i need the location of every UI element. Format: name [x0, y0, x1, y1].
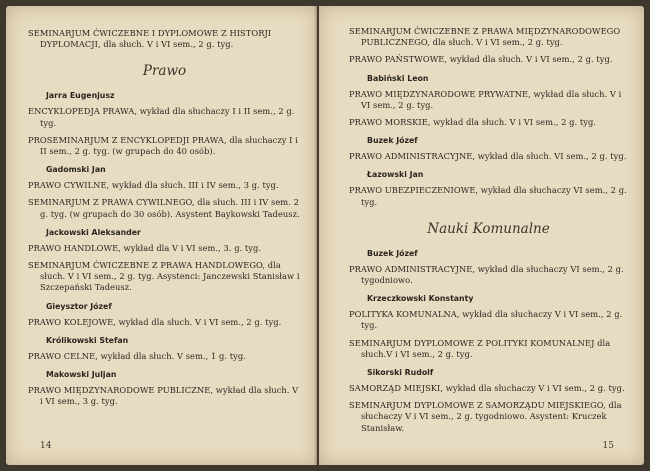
- course-entry: SEMINARJUM DYPLOMOWE Z SAMORZĄDU MIEJSKIEGO, dla słuchaczy V i VI sem., 2 g. tygodniowo. Asystent: Kruczek Stanisław.: [349, 400, 622, 433]
- left-page: [6, 6, 317, 465]
- lecturer-name: Babiński Leon: [367, 73, 429, 83]
- course-entry: POLITYKA KOMUNALNA, wykład dla słuchaczy V i VI sem., 2 g. tyg.: [349, 309, 623, 331]
- page-number: 15: [602, 441, 614, 451]
- lecturer-name: Jarra Eugenjusz: [46, 91, 115, 101]
- lecturer-name: Makowski Juljan: [46, 370, 117, 380]
- lecturer-name: Buzek Józef: [367, 248, 418, 258]
- right-page-content: [349, 26, 628, 440]
- lecturer-name: Królikowski Stefan: [46, 335, 129, 345]
- course-entry: PROSEMINARJUM Z ENCYKLOPEDJI PRAWA, dla słuchaczy I i II sem., 2 g. tyg. (w grupach do 40 osób).: [28, 134, 298, 157]
- course-entry: SAMORZĄD MIEJSKI, wykład dla słuchaczy V i VI sem., 2 g. tyg.: [349, 383, 625, 394]
- course-entry: ENCYKLOPEDJA PRAWA, wykład dla słuchaczy I i II sem., 2 g. tyg.: [28, 106, 295, 128]
- right-page: [319, 6, 644, 465]
- course-entry: SEMINARJUM Z PRAWA CYWILNEGO, dla słuch. III i IV sem. 2 g. tyg. (w grupach do 30 osób). Asystent Baykowski Tadeusz.: [28, 197, 300, 219]
- lecturer-name: Sikorski Rudolf: [367, 368, 434, 378]
- course-entry: PRAWO MIĘDZYNARODOWE PUBLICZNE, wykład dla słuch. V i VI sem., 3 g. tyg.: [28, 385, 299, 407]
- course-entry: PRAWO MORSKIE, wykład dla słuch. V i VI sem., 2 g. tyg.: [349, 117, 596, 128]
- section-title-nauki-komunalne: Nauki Komunalne: [427, 220, 550, 237]
- course-entry: PRAWO CELNE, wykład dla słuch. V sem., 1 g. tyg.: [28, 350, 246, 361]
- lecturer-name: Krzeczkowski Konstanty: [367, 294, 474, 304]
- course-entry: PRAWO MIĘDZYNARODOWE PRYWATNE, wykład dla słuch. V i VI sem., 2 g. tyg.: [349, 88, 622, 110]
- course-entry: PRAWO PAŃSTWOWE, wykład dla słuch. V i VI sem., 2 g. tyg.: [349, 54, 613, 65]
- lecturer-name: Łazowski Jan: [367, 170, 424, 180]
- course-entry: PRAWO CYWILNE, wykład dla słuch. III i IV sem., 3 g. tyg.: [28, 180, 279, 191]
- course-entry: SEMINARJUM ĆWICZEBNE I DYPLOMOWE Z HISTORJI DYPLOMACJI, dla słuch. V i VI sem., 2 g. tyg.: [28, 28, 272, 50]
- course-entry: SEMINARJUM ĆWICZEBNE Z PRAWA MIĘDZYNARODOWEGO PUBLICZNEGO, dla słuch. V i VI sem., 2 g. tyg.: [349, 26, 621, 48]
- section-title-prawo: Prawo: [142, 63, 187, 80]
- lecturer-name: Jackowski Aleksander: [46, 227, 141, 237]
- course-entry: PRAWO KOLEJOWE, wykład dla słuch. V i VI sem., 2 g. tyg.: [28, 316, 282, 327]
- course-entry: PRAWO ADMINISTRACYJNE, wykład dla słuch. VI sem., 2 g. tyg.: [349, 151, 627, 162]
- lecturer-name: Gadomski Jan: [46, 165, 106, 175]
- course-entry: PRAWO HANDLOWE, wykład dla V i VI sem., 3. g. tyg.: [28, 242, 262, 253]
- course-entry: PRAWO UBEZPIECZENIOWE, wykład dla słuchaczy VI sem., 2 g. tyg.: [349, 185, 627, 207]
- lecturer-name: Gieysztor Józef: [46, 301, 112, 311]
- course-entry: SEMINARJUM DYPLOMOWE Z POLITYKI KOMUNALNEJ dla słuch.V i VI sem., 2 g. tyg.: [349, 337, 611, 359]
- lecturer-name: Buzek Józef: [367, 136, 418, 146]
- course-entry: PRAWO ADMINISTRACYJNE, wykład dla słuchaczy VI sem., 2 g. tygodniowo.: [349, 263, 624, 286]
- left-page-content: [28, 28, 301, 413]
- course-entry: SEMINARJUM ĆWICZEBNE Z PRAWA HANDLOWEGO, dla słuch. V i VI sem., 2 g. tyg. Asystenci: Janczewski Stanisław i Szczepański Tadeusz.: [28, 260, 300, 293]
- page-number: 14: [40, 441, 52, 451]
